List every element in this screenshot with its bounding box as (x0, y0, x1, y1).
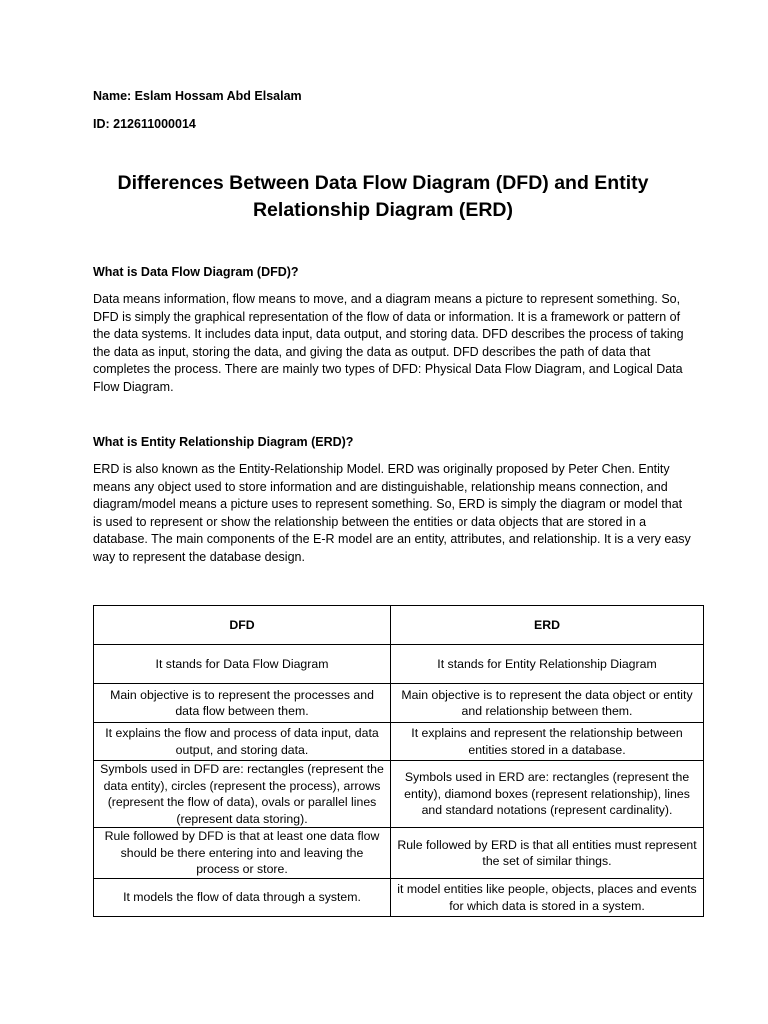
document-title: Differences Between Data Flow Diagram (DFD) and Entity Relationship Diagram (ERD) (117, 172, 649, 221)
dfd-paragraph: Data means information, flow means to move, and a diagram means a picture to represent something. So, DFD is simply the graphical representation of the flow of data or information. It is a framework or pattern of the data systems. It includes data input, data output, and storing data. DFD describes the process of taking the data as input, storing the data, and giving the data as output. DFD describes the path of data that completes the process. There are mainly two types of DFD: Physical Data Flow Diagram, and Logical Data Flow Diagram. (93, 292, 684, 394)
table-cell-erd: Rule followed by ERD is that all entities must represent the set of similar things. (391, 828, 704, 879)
table-cell-erd: It stands for Entity Relationship Diagram (391, 645, 704, 684)
table-header-row (94, 606, 704, 645)
header-dfd: DFD (94, 606, 391, 645)
table-row (94, 723, 704, 761)
table-cell-erd: It explains and represent the relationship between entities stored in a database. (391, 723, 704, 761)
table-row (94, 684, 704, 723)
table-cell-dfd: Main objective is to represent the processes and data flow between them. (94, 684, 391, 723)
table-row (94, 828, 704, 879)
table-cell-dfd: Rule followed by DFD is that at least one data flow should be there entering into and leaving the process or store. (94, 828, 391, 879)
table-cell-dfd: It stands for Data Flow Diagram (94, 645, 391, 684)
table-cell-dfd: It explains the flow and process of data input, data output, and storing data. (94, 723, 391, 761)
erd-paragraph: ERD is also known as the Entity-Relationship Model. ERD was originally proposed by Peter Chen. Entity means any object used to store information and are distinguishable, relationship means connection, and diagram/model means a picture uses to represent something. So, ERD is simply the diagram or model that is used to represent or show the relationship between the entities or data objects that are stored in a database. The main components of the E-R model are an entity, attributes, and relationship. It is a very easy way to represent the database design. (93, 462, 691, 564)
table-row (94, 761, 704, 828)
erd-heading: What is Entity Relationship Diagram (ERD)? (93, 435, 354, 449)
table-row (94, 645, 704, 684)
table-cell-erd: it model entities like people, objects, places and events for which data is stored in a system. (391, 879, 704, 917)
student-name: Name: Eslam Hossam Abd Elsalam (93, 89, 302, 103)
table-cell-dfd: Symbols used in DFD are: rectangles (represent the data entity), circles (represent the process), arrows (represent the flow of data), ovals or parallel lines (represent data storing). (94, 761, 391, 828)
header-erd: ERD (391, 606, 704, 645)
dfd-heading: What is Data Flow Diagram (DFD)? (93, 265, 299, 279)
table-cell-erd: Symbols used in ERD are: rectangles (represent the entity), diamond boxes (represent relationship), lines and standard notations (represent cardinality). (391, 761, 704, 828)
table-row (94, 879, 704, 917)
table-cell-erd: Main objective is to represent the data object or entity and relationship between them. (391, 684, 704, 723)
student-id: ID: 212611000014 (93, 117, 196, 131)
table-cell-dfd: It models the flow of data through a system. (94, 879, 391, 917)
comparison-table (93, 605, 704, 917)
